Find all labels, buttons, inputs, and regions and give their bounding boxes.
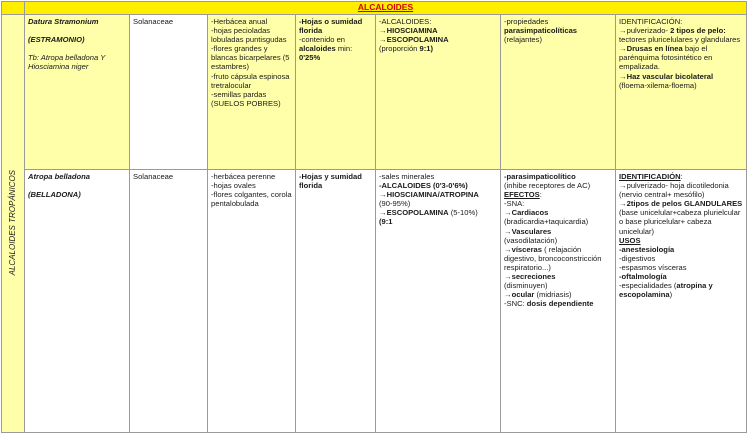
use-item: -especialidades ( bbox=[619, 281, 677, 291]
properties-sub: (relajantes) bbox=[504, 35, 542, 45]
description-line: -Herbácea anual bbox=[211, 17, 268, 26]
effect-item: →vísceras bbox=[504, 244, 542, 254]
use-item-bold: atropina y escopolamina bbox=[619, 281, 713, 300]
effect-detail: (vasodilatación) bbox=[504, 235, 558, 245]
composition-cell bbox=[376, 170, 501, 433]
composition-line: →ESCOPOLAMINA bbox=[379, 208, 449, 218]
species-cell bbox=[25, 15, 130, 170]
properties-cell bbox=[501, 15, 616, 170]
family-cell bbox=[130, 15, 208, 170]
identification-cell bbox=[616, 15, 747, 170]
description-line: -flores colgantes, corola pentalobulada bbox=[211, 190, 292, 209]
effects-snc: -SNC: bbox=[504, 299, 525, 309]
drug-content-label: -contenido en bbox=[299, 35, 346, 45]
identification-title: IDENTIFICADIÓN bbox=[619, 172, 681, 181]
use-item: -espasmos vísceras bbox=[619, 262, 687, 272]
header-row bbox=[2, 2, 747, 15]
use-item: ) bbox=[669, 290, 673, 300]
drug-content-value: 0'25% bbox=[299, 53, 321, 63]
properties-sub: (inhibe receptores de AC) bbox=[504, 181, 591, 191]
properties-main: -parasimpaticolítico bbox=[504, 172, 576, 181]
effect-detail: (bradicardia+taquicardia) bbox=[504, 217, 589, 227]
effect-detail: (disminuyen) bbox=[504, 281, 548, 291]
composition-line: -ALCALOIDES (0'3-0'6%) bbox=[379, 181, 468, 191]
species-cell bbox=[25, 170, 130, 433]
document-sheet bbox=[1, 1, 746, 441]
description-line: -herbácea perenne bbox=[211, 172, 276, 181]
composition-proportion-label: (proporción bbox=[379, 44, 418, 54]
alcaloides-table bbox=[1, 1, 747, 433]
drug-content-bold: alcaloides bbox=[299, 44, 336, 54]
identification-title-rest: : bbox=[680, 172, 683, 181]
species-name: Datura Stramonium bbox=[28, 17, 99, 26]
identification-item-bold: →2tipos de pelos GLANDULARES bbox=[619, 199, 743, 209]
species-common-name: (BELLADONA) bbox=[28, 190, 81, 200]
identification-item-rest: (base unicelular+cabeza plurielcular o base pluricelular+ cabeza unicelular) bbox=[619, 208, 741, 236]
use-item: -digestivos bbox=[619, 253, 656, 263]
effect-item: →ocular bbox=[504, 290, 535, 300]
identification-item-bold: →Haz vascular bicolateral bbox=[619, 71, 714, 81]
description-line: -semillas pardas (SUELOS POBRES) bbox=[211, 89, 281, 108]
table-row bbox=[2, 15, 747, 170]
species-name: Atropa belladona bbox=[28, 172, 91, 181]
use-item: -anestesiología bbox=[619, 244, 675, 254]
effect-item: →secreciones bbox=[504, 272, 556, 282]
effects-sna: -SNA: bbox=[504, 199, 525, 209]
identification-item-bold: 2 tipos de pelo: bbox=[670, 26, 726, 36]
identification-item-rest: tectores pluricelulares y glandulares bbox=[619, 35, 741, 45]
composition-line: →HIOSCIAMINA/ATROPINA bbox=[379, 190, 479, 200]
properties-main: parasimpaticolíticas bbox=[504, 26, 578, 36]
composition-alkaloid: →HIOSCIAMINA bbox=[379, 26, 438, 36]
composition-line: (90-95%) bbox=[379, 199, 411, 209]
table-title: ALCALOIDES bbox=[25, 2, 747, 15]
drug-part: -Hojas y sumidad florida bbox=[299, 172, 362, 191]
family-name: Solanaceae bbox=[133, 172, 174, 181]
effect-detail: (midriasis) bbox=[536, 290, 572, 300]
description-line: -flores grandes y blancas bicarpelares (5 estambres) bbox=[211, 44, 290, 72]
drug-content-rest: min: bbox=[337, 44, 353, 54]
side-label: ALCALOIDES TROPÁNICOS bbox=[8, 169, 18, 276]
composition-cell bbox=[376, 15, 501, 170]
identification-item-pre: →pulverizado- bbox=[619, 26, 668, 36]
drug-cell bbox=[296, 170, 376, 433]
description-line: -hojas pecioladas lobuladas puntisgudas bbox=[211, 26, 287, 45]
description-cell bbox=[208, 15, 296, 170]
effect-item: →Cardiacos bbox=[504, 208, 549, 218]
family-cell bbox=[130, 170, 208, 433]
properties-cell: -parasimpaticolítico (inhibe receptores de AC) EFECTOS: -SNA: →Cardiacos (bradicardia+taquicardia) →Vasculares (vasodilatación) →vísceras ( relajación digestivo, broncoconstricción respiratorio...) →secreciones (disminuyen) →ocular (midriasis) -SNC: dosis dependiente bbox=[501, 170, 616, 433]
composition-line: (5-10%) bbox=[450, 208, 478, 218]
description-line: -hojas ovales bbox=[211, 181, 256, 191]
composition-line: -sales minerales bbox=[379, 172, 435, 181]
table-row bbox=[2, 170, 747, 433]
use-item: -oftalmología bbox=[619, 272, 667, 282]
effect-detail: ( relajación digestivo, broncoconstricción respiratorio...) bbox=[504, 244, 602, 272]
identification-item-rest: (floema-xilema-floema) bbox=[619, 80, 697, 90]
composition-alkaloid: →ESCOPOLAMINA bbox=[379, 35, 449, 45]
species-note: Tb: Atropa belladona Y Hiosciamina niger bbox=[28, 53, 106, 72]
identification-item-rest: bajo el parénquima fotosintético en empalizada. bbox=[619, 44, 713, 72]
composition-line: (9:1 bbox=[379, 217, 393, 227]
description-cell bbox=[208, 170, 296, 433]
drug-cell bbox=[296, 15, 376, 170]
composition-proportion-value: 9:1) bbox=[419, 44, 434, 54]
header-corner bbox=[2, 2, 25, 15]
species-common-name: (ESTRAMONIO) bbox=[28, 35, 85, 45]
effects-title: EFECTOS bbox=[504, 190, 540, 200]
effects-snc-detail: dosis dependiente bbox=[526, 299, 594, 309]
drug-part: -Hojas o sumidad florida bbox=[299, 17, 363, 36]
identification-cell bbox=[616, 170, 747, 433]
identification-item-bold: →Drusas en línea bbox=[619, 44, 683, 54]
effect-item: →Vasculares bbox=[504, 226, 552, 236]
composition-label: -ALCALOIDES: bbox=[379, 17, 432, 26]
properties-label: -propiedades bbox=[504, 17, 549, 26]
family-name: Solanaceae bbox=[133, 17, 174, 26]
side-label-cell bbox=[2, 15, 25, 433]
identification-item: →pulverizado- hoja dicotiledonia (nervio central+ mesófilo) bbox=[619, 181, 729, 200]
description-line: -fruto cápsula espinosa tretralocular bbox=[211, 71, 290, 90]
identification-title: IDENTIFICACIÓN: bbox=[619, 17, 683, 26]
usos-title: USOS bbox=[619, 235, 641, 245]
